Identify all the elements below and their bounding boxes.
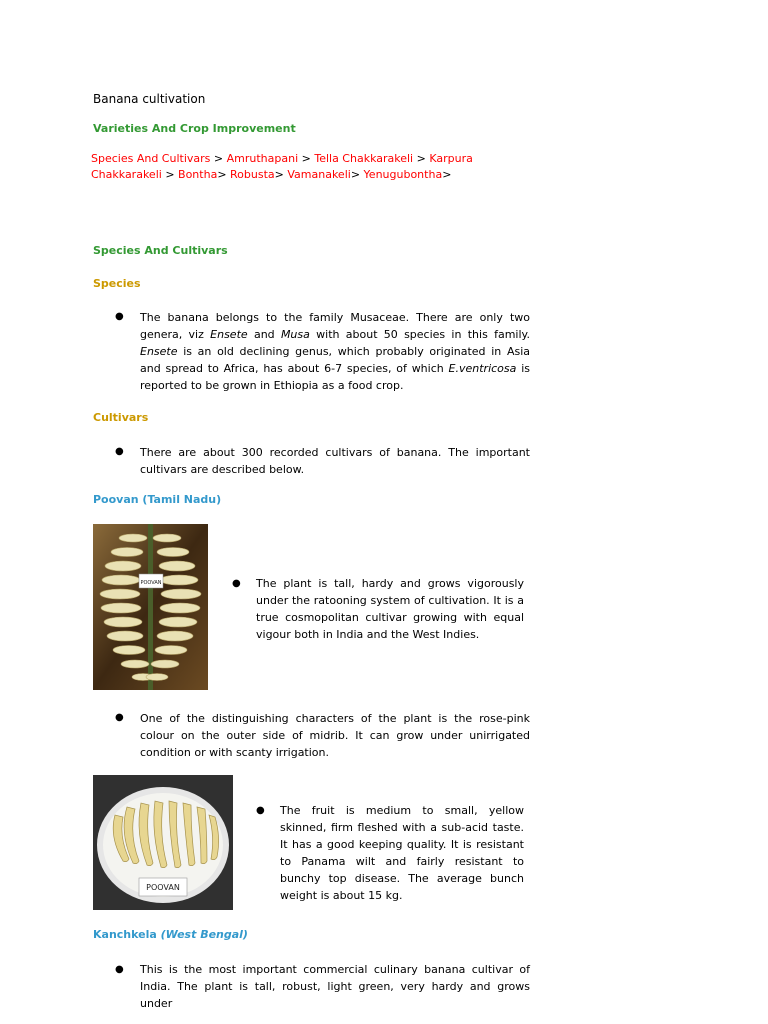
italic-term: Ensete <box>140 345 178 358</box>
bullet-icon: ● <box>115 712 124 723</box>
species-and-cultivars-heading: Species And Cultivars <box>93 244 228 257</box>
nav-link-amruthapani[interactable]: Amruthapani <box>226 152 299 165</box>
nav-link-vamanakeli[interactable]: Vamanakeli <box>287 168 351 181</box>
italic-term: Ensete <box>210 328 248 341</box>
nav-link-robusta[interactable]: Robusta <box>230 168 275 181</box>
kanchkela-heading <box>93 928 248 941</box>
nav-separator: > <box>442 168 452 181</box>
photo-label: POOVAN <box>140 580 162 586</box>
bullet-icon: ● <box>256 805 265 816</box>
species-subheading: Species <box>93 277 141 290</box>
nav-separator: > <box>274 168 284 181</box>
nav-separator: > <box>416 152 426 165</box>
nav-separator: > <box>213 152 224 165</box>
nav-link-bontha[interactable]: Bontha <box>178 168 218 181</box>
nav-separator: > <box>350 168 361 181</box>
text-run: with about 50 species in this family. <box>309 328 530 341</box>
poovan-hand-photo <box>93 775 233 910</box>
poovan-heading: Poovan (Tamil Nadu) <box>93 493 222 506</box>
nav-link-yenugubontha[interactable]: Yenugubontha <box>363 168 443 181</box>
nav-link-karpura-chakkarakeli[interactable]: Karpura Chakkarakeli <box>91 152 473 181</box>
text-run: The banana belongs to the family Musaceae. There are only two genera, viz <box>140 311 530 341</box>
cultivars-paragraph: There are about 300 recorded cultivars of banana. The important cultivars are described below. <box>140 446 530 476</box>
bullet-icon: ● <box>115 964 124 975</box>
banana-hand-illustration <box>93 775 233 910</box>
section-heading: Varieties And Crop Improvement <box>93 122 296 135</box>
nav-separator: > <box>301 152 311 165</box>
kanchkela-paragraph-1: This is the most important commercial culinary banana cultivar of India. The plant is tall, robust, light green, very hardy and grows under <box>140 963 530 1010</box>
nav-link-tella-chakkarakeli[interactable]: Tella Chakkarakeli <box>314 152 414 165</box>
italic-term: E.ventricosa <box>448 362 517 375</box>
banana-bunch-illustration <box>93 524 208 690</box>
heading-region: (West Bengal) <box>160 928 248 941</box>
poovan-paragraph-3: The fruit is medium to small, yellow skinned, firm fleshed with a sub-acid taste. It has a good keeping quality. It is resistant to Panama wilt and fairly resistant to bunchy top disease. The average bunch weight is about 15 kg. <box>280 804 524 902</box>
heading-text: Kanchkela <box>93 928 161 941</box>
bullet-icon: ● <box>115 311 124 322</box>
poovan-bunch-photo <box>93 524 208 690</box>
cultivars-subheading: Cultivars <box>93 411 149 424</box>
text-run: is an old declining genus, which probably originated in Asia and spread to Africa, has about 6-7 species, of which <box>140 345 530 375</box>
poovan-paragraph-2: One of the distinguishing characters of the plant is the rose-pink colour on the outer side of midrib. It can grow under unirrigated condition or with scanty irrigation. <box>140 712 530 759</box>
breadcrumb-nav <box>91 151 536 183</box>
italic-term: Musa <box>280 328 310 341</box>
document-title: Banana cultivation <box>93 92 206 106</box>
bullet-icon: ● <box>232 578 241 589</box>
photo-label: POOVAN <box>146 883 180 892</box>
text-run: is reported to be grown in Ethiopia as a food crop. <box>140 362 530 392</box>
nav-link-species-and-cultivars[interactable]: Species And Cultivars <box>91 152 211 165</box>
species-paragraph <box>140 309 530 394</box>
nav-separator: > <box>217 168 227 181</box>
poovan-paragraph-1: The plant is tall, hardy and grows vigorously under the ratooning system of cultivation. It is a true cosmopolitan cultivar growing with equal vigour both in India and the West Indies. <box>256 577 524 641</box>
bullet-icon: ● <box>115 446 124 457</box>
nav-separator: > <box>165 168 175 181</box>
text-run: and <box>247 328 281 341</box>
